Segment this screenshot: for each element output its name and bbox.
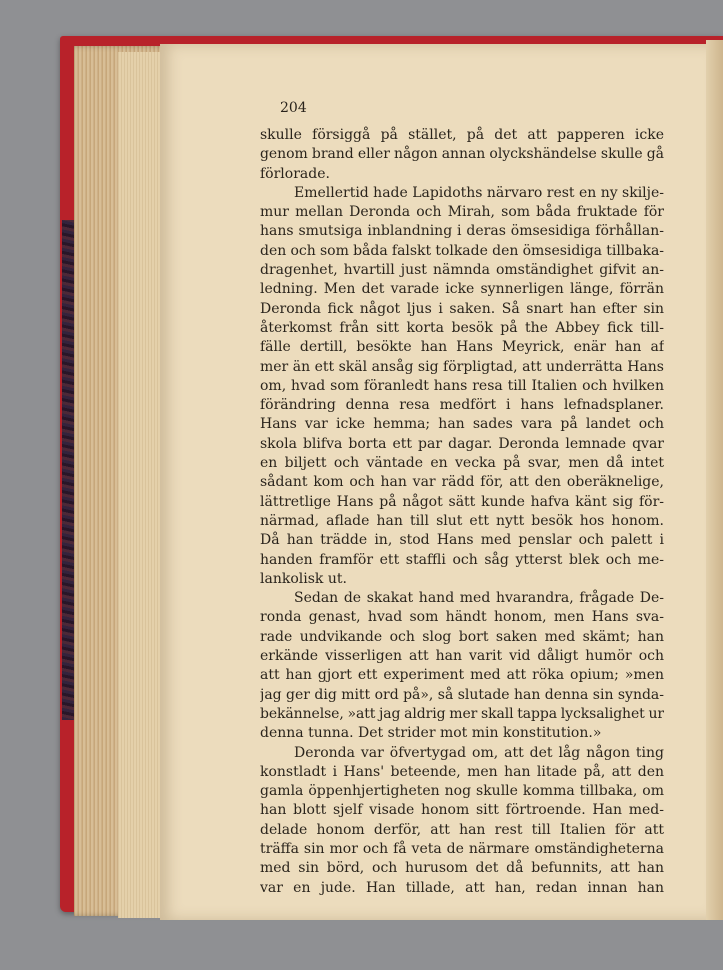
body-text [260,126,664,898]
text-line: rade undvikande och slog bort saken med skämt; han [260,628,664,645]
text-line: med sin börd, och hurusom det då befunnits, att han [260,860,664,877]
text-line: Hans var icke hemma; han sades vara på landet och [260,416,664,433]
text-line: han blott sjelf visade honom sitt förtroende. Han med- [260,802,664,819]
text-line: denna tunna. Det strider mot min konstitution.» [260,725,602,742]
text-line: lättretlige Hans på något sätt kunde hafva känt sig för- [260,493,664,510]
text-line: jag ger dig mitt ord på», så slutade han denna sin synda- [260,686,664,703]
text-line: mer än ett skäl ansåg sig förpligtad, att underrätta Hans [260,358,664,375]
text-line: gamla öppenhjertigheten nog skulle komma tillbaka, om [260,783,664,800]
text-line: förändring denna resa medfört i hans lefnadsplaner. [260,397,664,414]
text-line: sådant kom och han var rädd för, att den oberäknelige, [260,474,664,491]
text-line: delade honom derför, att han rest till Italien för att [260,821,664,838]
text-line: skulle försiggå på stället, på det att papperen icke [260,127,664,143]
text-line: genom brand eller någon annan olyckshändelse skulle gå [260,146,664,163]
text-line: bekännelse, »att jag aldrig mer skall tappa lycksalighet ur [260,705,664,722]
text-line: konstladt i Hans' beteende, men han litade på, att den [260,763,664,780]
text-line: en biljett och väntade en vecka på svar, men då intet [260,455,664,472]
text-line: handen framför ett staffli och såg ytterst blek och me- [260,551,664,568]
page-number: 204 [280,100,307,116]
text-line: om, hvad som föranledt hans resa till Italien och hvilken [260,377,664,394]
text-line: träffa sin mor och få veta de närmare omständigheterna [260,840,664,857]
text-line: ronda genast, hvad som händt honom, men Hans sva- [260,609,664,626]
text-line: förlorade. [260,165,330,182]
page-edges-right [706,40,723,920]
text-line: Sedan de skakat hand med hvarandra, frågade De- [294,590,664,607]
text-line: närmad, aflade han till slut ett nytt besök hos honom. [260,512,664,529]
text-line: Deronda fick något ljus i saken. Så snart han efter sin [260,300,664,317]
text-line: återkomst från sitt korta besök på the Abbey fick till- [260,319,664,336]
text-line: Då han trädde in, stod Hans med penslar och palett i [260,532,664,549]
text-line: dragenhet, hvartill just nämnda omständighet gifvit an- [260,262,664,279]
text-line: fälle dertill, besökte han Hans Meyrick, enär han af [260,339,664,356]
text-line: lankolisk ut. [260,570,347,587]
text-line: mur mellan Deronda och Mirah, som båda fruktade för [260,204,664,221]
text-line: att han gjort ett experiment med att röka opium; »men [260,667,664,684]
text-line: ledning. Men det varade icke synnerligen länge, förrän [260,281,664,298]
text-line: var en jude. Han tillade, att han, redan innan han [260,879,664,896]
text-line: Emellertid hade Lapidoths närvaro rest en ny skilje- [294,184,664,201]
text-line: hans smutsiga inblandning i deras ömsesidiga förhållan- [260,223,664,240]
text-line: den och som båda falskt tolkade den ömsesidiga tillbaka- [260,242,664,259]
text-line: skola blifva borta ett par dagar. Deronda lemnade qvar [260,435,664,452]
text-line: Deronda var öfvertygad om, att det låg någon ting [294,744,664,761]
text-line: erkände visserligen att han varit vid dåligt humör och [260,648,664,665]
